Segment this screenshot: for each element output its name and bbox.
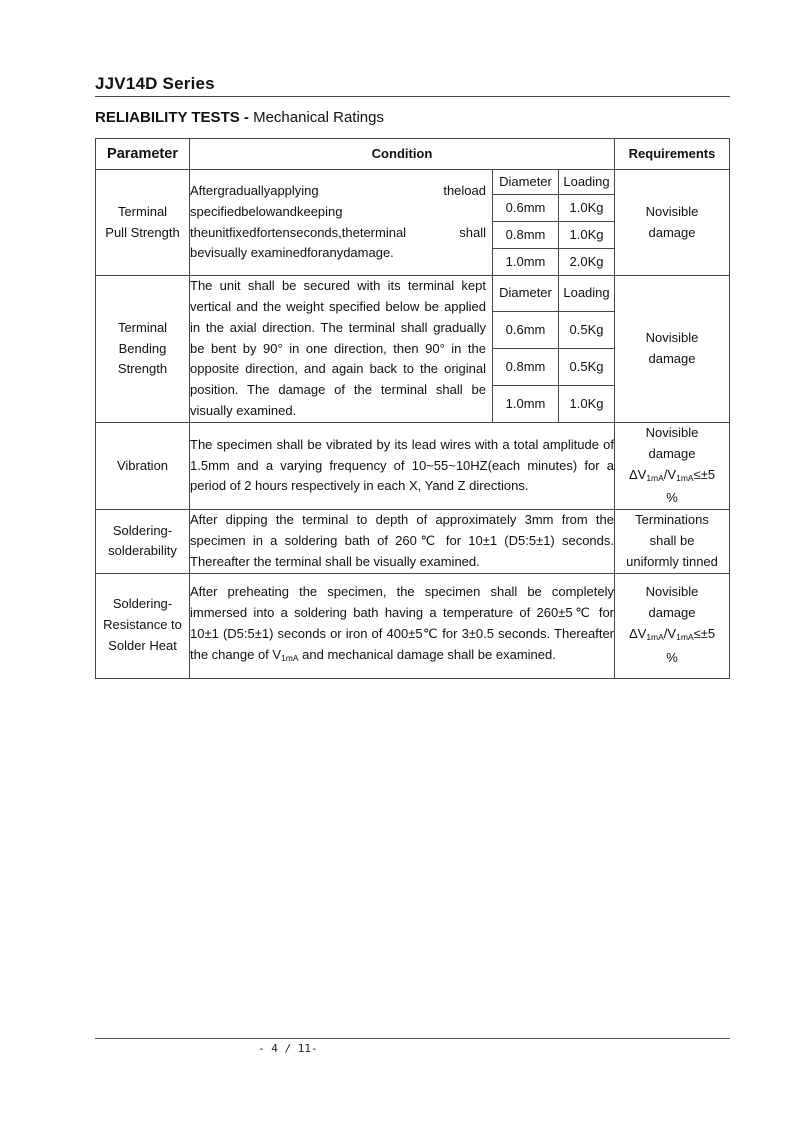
parameter-cell: Vibration	[96, 423, 190, 510]
parameter-cell: Terminal Pull Strength	[96, 170, 190, 276]
parameter-cell: Soldering- Resistance to Solder Heat	[96, 573, 190, 678]
parameter-cell: Soldering- solderability	[96, 510, 190, 573]
table-row	[96, 276, 730, 312]
variation-limit: ΔV1mA/V1mA≤±5	[628, 626, 716, 643]
section-title-rest: Mechanical Ratings	[253, 109, 384, 126]
requirement-cell: Novisible damage ΔV1mA/V1mA≤±5 %	[615, 573, 730, 678]
series-title: JJV14D Series	[95, 74, 215, 93]
table-row	[96, 573, 730, 678]
requirement-cell: Novisible damage ΔV1mA/V1mA≤±5 %	[615, 423, 730, 510]
requirement-cell: Novisible damage	[615, 170, 730, 276]
variation-limit: ΔV1mA/V1mA≤±5	[628, 466, 716, 483]
condition-cell: The unit shall be secured with its terminal kept vertical and the weight specified below be applied in the axial direction. The terminal shall gradually be bent by 90° in one direction, then 90° in the opposite direction, and again back to the original position. The damage of the terminal shall be visually examined.	[190, 276, 493, 423]
condition-cell: Aftergraduallyapplying theload specifiedbelowandkeeping theunitfixedfortenseconds,theterminal shall bevisually examinedforanydamage.	[190, 170, 493, 276]
condition-cell: The specimen shall be vibrated by its lead wires with a total amplitude of 1.5mm and a varying frequency of 10~55~10HZ(each minutes) for a period of 2 hours respectively in each X, Yand Z directions.	[190, 423, 615, 510]
diameter-value: 0.8mm	[493, 222, 559, 249]
header-requirements: Requirements	[615, 139, 730, 170]
requirement-cell: Novisible damage	[615, 276, 730, 423]
parameter-cell: Terminal Bending Strength	[96, 276, 190, 423]
sub-header-loading: Loading	[559, 170, 615, 195]
loading-value: 0.5Kg	[559, 312, 615, 349]
footer-rule	[95, 1038, 730, 1039]
sub-header-diameter: Diameter	[493, 170, 559, 195]
loading-value: 2.0Kg	[559, 249, 615, 276]
table-row	[96, 510, 730, 573]
header-condition: Condition	[190, 139, 615, 170]
loading-value: 1.0Kg	[559, 195, 615, 222]
diameter-value: 0.8mm	[493, 349, 559, 386]
diameter-value: 0.6mm	[493, 195, 559, 222]
diameter-value: 1.0mm	[493, 249, 559, 276]
header-rule	[95, 96, 730, 97]
page-number: - 4 / 11-	[258, 1042, 318, 1055]
diameter-value: 1.0mm	[493, 386, 559, 423]
table-row	[96, 423, 730, 510]
diameter-value: 0.6mm	[493, 312, 559, 349]
loading-value: 1.0Kg	[559, 386, 615, 423]
condition-cell: After preheating the specimen, the specimen shall be completely immersed into a soldering bath having a temperature of 260±5℃ for 10±1 (D5:5±1) seconds or iron of 400±5℃ for 3±0.5 seconds. Thereafter the change of V1mA and mechanical damage shall be examined.	[190, 573, 615, 678]
loading-value: 1.0Kg	[559, 222, 615, 249]
section-title-bold: RELIABILITY TESTS -	[95, 109, 249, 126]
loading-value: 0.5Kg	[559, 349, 615, 386]
sub-header-diameter: Diameter	[493, 276, 559, 312]
table-row	[96, 170, 730, 195]
header-parameter: Parameter	[96, 139, 190, 170]
table-header-row	[96, 139, 730, 170]
condition-cell: After dipping the terminal to depth of approximately 3mm from the specimen in a soldering bath of 260℃ for 10±1 (D5:5±1) seconds. Thereafter the terminal shall be visually examined.	[190, 510, 615, 573]
section-title	[95, 109, 384, 126]
requirement-cell: Terminations shall be uniformly tinned	[615, 510, 730, 573]
sub-header-loading: Loading	[559, 276, 615, 312]
mechanical-ratings-table	[95, 138, 730, 679]
